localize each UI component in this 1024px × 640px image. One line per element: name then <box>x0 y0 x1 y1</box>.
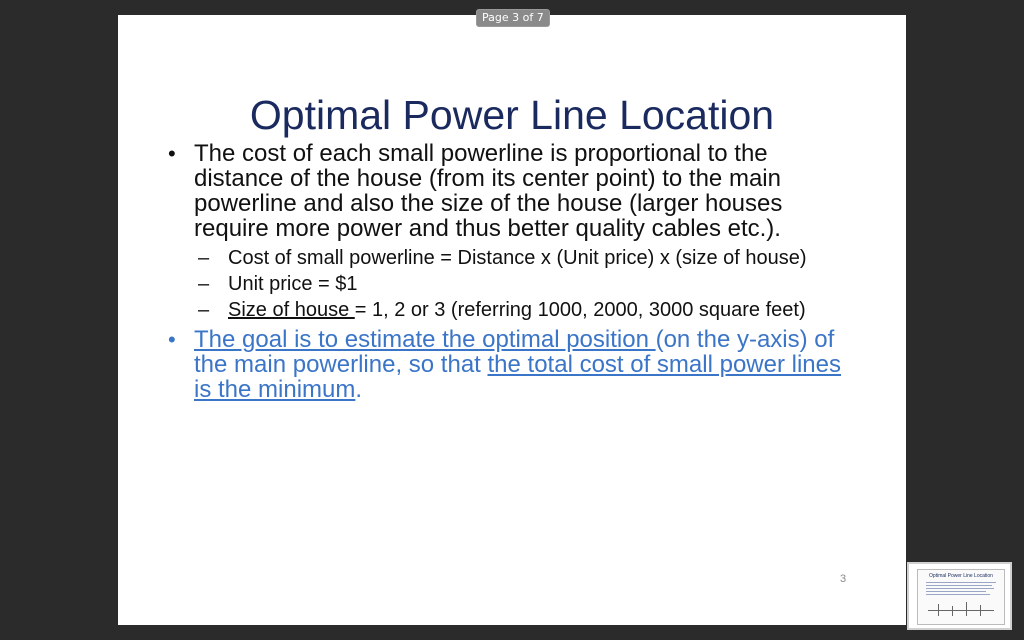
sub-item-cost <box>198 247 846 269</box>
dash-icon: – <box>198 273 210 295</box>
goal-text: (on the y-axis) of the main powerline, so that <box>194 326 835 378</box>
thumbnail-text-line <box>926 585 992 586</box>
thumbnail-pole <box>938 604 939 616</box>
dash-icon: – <box>198 247 210 269</box>
slide-number: 3 <box>840 573 847 585</box>
bullet-dot-icon: • <box>168 327 176 352</box>
goal-bullet <box>166 327 846 402</box>
thumbnail-text-line <box>926 588 994 589</box>
slide-title: Optimal Power Line Location <box>249 92 775 138</box>
goal-link-2[interactable]: the total cost of small power lines is the minimum <box>194 351 841 403</box>
thumbnail-preview <box>917 569 1005 625</box>
bullet-text: The cost of each small powerline is proportional to the distance of the house (from its center point) to the main powerline and also the size of the house (larger houses require more power and thus better quality cables etc.). <box>194 140 783 242</box>
goal-period: . <box>355 376 363 403</box>
sub-item-text: Unit price = $1 <box>228 273 358 295</box>
slide-canvas <box>118 15 906 625</box>
thumbnail-pole <box>952 606 953 616</box>
thumbnail-pole <box>980 605 981 616</box>
dash-icon: – <box>198 299 210 321</box>
sub-item-unit-price <box>198 273 846 295</box>
slide-content <box>166 141 846 402</box>
sub-list <box>198 247 846 321</box>
sub-item-text: Cost of small powerline = Distance x (Unit price) x (size of house) <box>228 247 807 269</box>
sub-item-text: = 1, 2 or 3 (referring 1000, 2000, 3000 square feet) <box>354 299 806 321</box>
sub-item-underlined-text: Size of house <box>228 299 355 321</box>
thumbnail-text-line <box>926 582 996 583</box>
slide-thumbnail[interactable] <box>907 562 1012 630</box>
thumbnail-text-line <box>926 591 986 592</box>
thumbnail-title: Optimal Power Line Location <box>929 573 993 579</box>
bullet-item <box>166 141 846 241</box>
thumbnail-pole <box>966 602 967 616</box>
thumbnail-text-line <box>926 594 990 595</box>
sub-item-size <box>198 299 846 321</box>
goal-link-1[interactable]: The goal is to estimate the optimal position <box>194 326 656 353</box>
bullet-dot-icon: • <box>168 141 176 166</box>
page-indicator: Page 3 of 7 <box>476 9 550 27</box>
